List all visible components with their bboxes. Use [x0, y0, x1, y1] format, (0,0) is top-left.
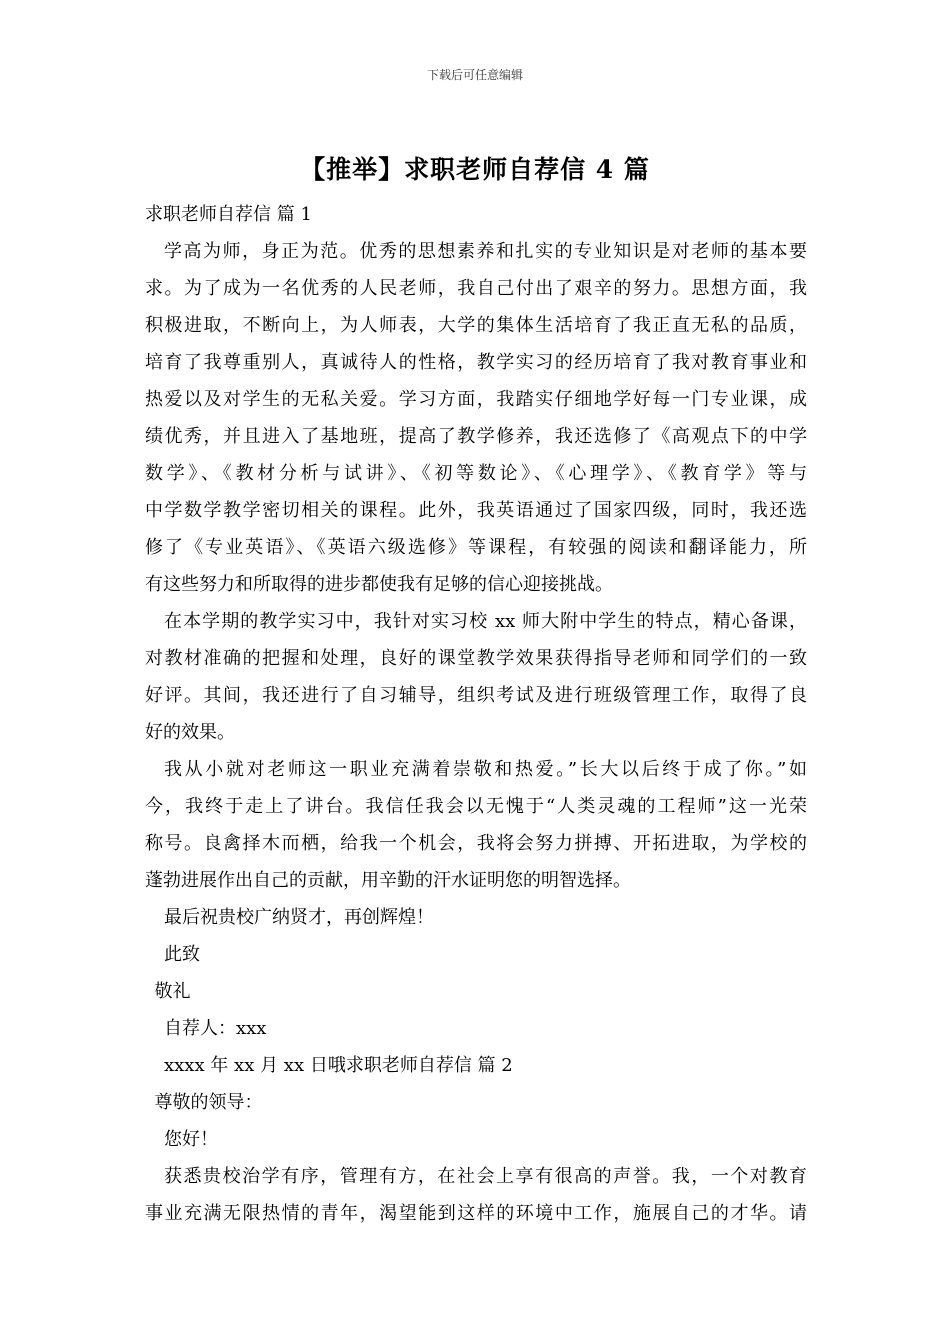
text-line: 蓬勃进展作出自己的贡献，用辛勤的汗水证明您的明智选择。	[145, 870, 631, 891]
document-title: 【推举】求职老师自荐信 4 篇	[300, 155, 650, 184]
text-line: 称号。良禽择木而栖，给我一个机会，我将会努力拼搏、开拓进取，为学校的	[145, 833, 807, 854]
text-line: 自荐人：xxx	[164, 1018, 267, 1039]
text-line: 数学》、《教材分析与试讲》、《初等数论》、《心理学》、《教育学》等与	[145, 463, 807, 484]
text-line: xxxx 年 xx 月 xx 日哦求职老师自荐信 篇 2	[164, 1055, 513, 1076]
text-line: 求。为了成为一名优秀的人民老师，我自己付出了艰辛的努力。思想方面，我	[145, 278, 807, 299]
text-line: 此致	[164, 944, 200, 965]
text-line: 热爱以及对学生的无私关爱。学习方面，我踏实仔细地学好每一门专业课，成	[145, 389, 807, 410]
text-line: 培育了我尊重别人，真诚待人的性格，教学实习的经历培育了我对教育事业和	[145, 352, 807, 373]
text-line: 好的效果。	[145, 722, 235, 743]
text-line: 有这些努力和所取得的进步都使我有足够的信心迎接挑战。	[145, 574, 613, 595]
document-body	[145, 196, 807, 1232]
text-line: 中学数学教学密切相关的课程。此外，我英语通过了国家四级，同时，我还选	[145, 500, 807, 521]
text-line: 绩优秀，并且进入了基地班，提高了教学修养，我还选修了《高观点下的中学	[145, 426, 807, 447]
text-line: 尊敬的领导：	[154, 1092, 263, 1113]
text-line: 积极进取，不断向上，为人师表，大学的集体生活培育了我正直无私的品质，	[145, 315, 807, 336]
text-line: 学高为师，身正为范。优秀的思想素养和扎实的专业知识是对老师的基本要	[164, 241, 807, 262]
text-line: 在本学期的教学实习中，我针对实习校 xx 师大附中学生的特点，精心备课，	[164, 611, 807, 632]
page-header-note: 下载后可任意编辑	[426, 68, 523, 82]
text-line: 好评。其间，我还进行了自习辅导，组织考试及进行班级管理工作，取得了良	[145, 685, 807, 706]
text-line: 对教材准确的把握和处理，良好的课堂教学效果获得指导老师和同学们的一致	[145, 648, 807, 669]
text-line: 事业充满无限热情的青年，渴望能到这样的环境中工作，施展自己的才华。请	[145, 1203, 807, 1224]
text-line: 您好！	[164, 1129, 218, 1150]
text-line: 最后祝贵校广纳贤才，再创辉煌！	[164, 907, 434, 928]
text-line: 修了《专业英语》、《英语六级选修》等课程，有较强的阅读和翻译能力，所	[145, 537, 807, 558]
text-line: 我从小就对老师这一职业充满着崇敬和热爱。”长大以后终于成了你。”如	[164, 759, 807, 780]
text-line: 敬礼	[154, 981, 191, 1002]
text-line: 今，我终于走上了讲台。我信任我会以无愧于“人类灵魂的工程师”这一光荣	[145, 796, 807, 817]
text-line: 求职老师自荐信 篇 1	[145, 204, 312, 225]
text-line: 获悉贵校治学有序，管理有方，在社会上享有很高的声誉。我，一个对教育	[164, 1166, 807, 1187]
